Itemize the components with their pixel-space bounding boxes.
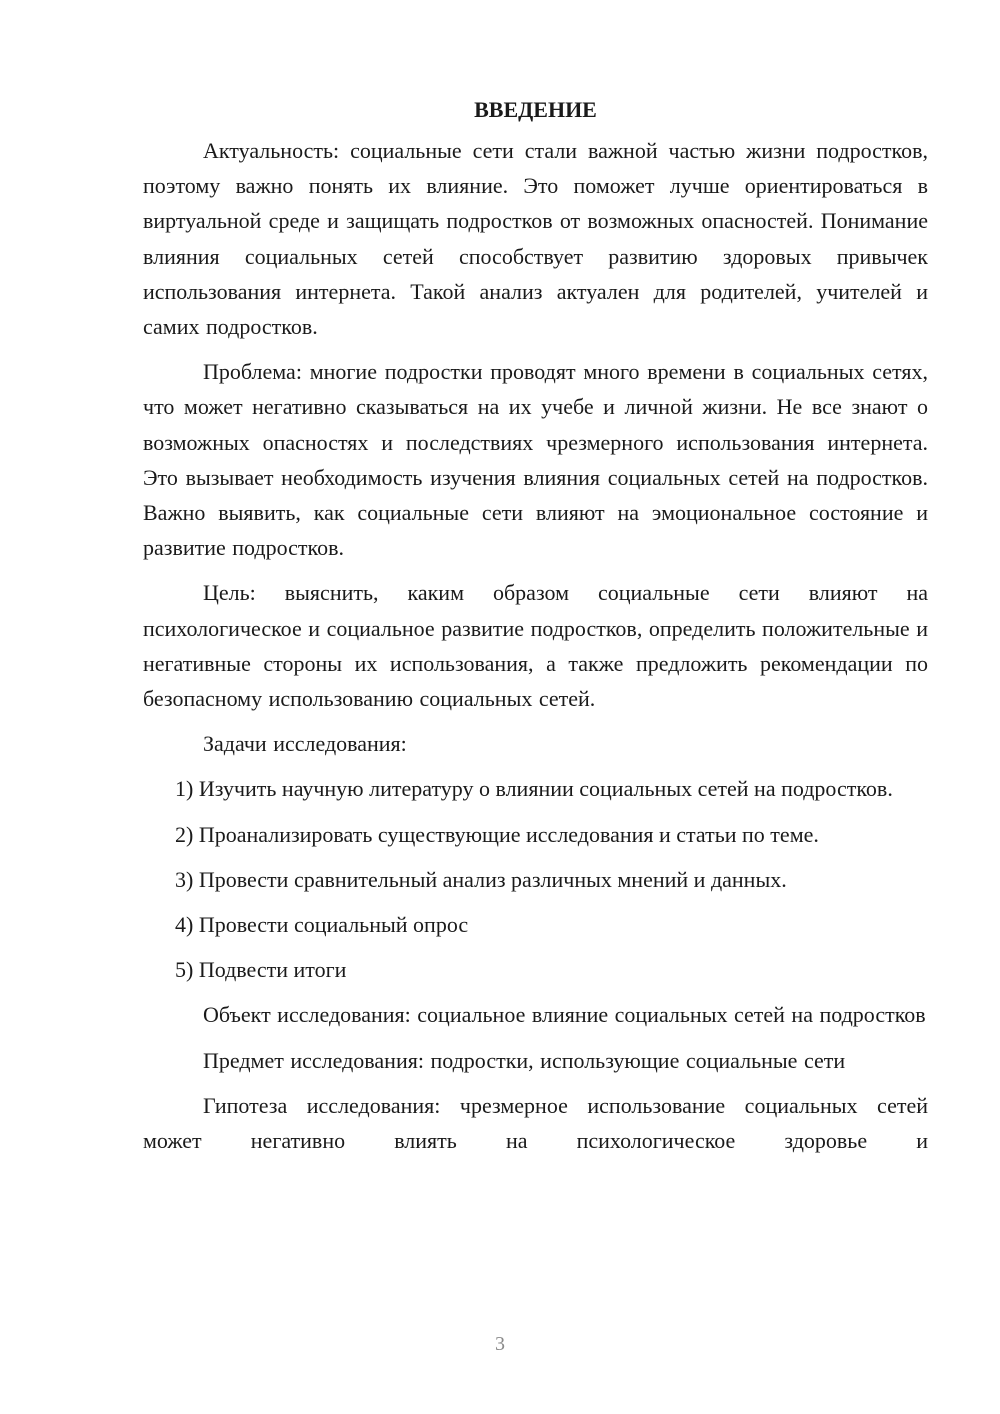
paragraph-goal: Цель: выяснить, каким образом социальные сети влияют на психологическое и социальное развитие подростков, определить положительные и негативные стороны их использования, а также предложить рекомендации по безопасному использованию социальных сетей. bbox=[143, 580, 928, 712]
page-number: 3 bbox=[495, 1333, 505, 1355]
paragraph-object: Объект исследования: социальное влияние социальных сетей на подростков bbox=[203, 1002, 926, 1028]
task-item-4: 4) Провести социальный опрос bbox=[175, 912, 469, 938]
task-item-3: 3) Провести сравнительный анализ различных мнений и данных. bbox=[175, 866, 787, 892]
document-page bbox=[143, 92, 928, 1168]
tasks-heading: Задачи исследования: bbox=[203, 731, 407, 757]
paragraph-subject: Предмет исследования: подростки, использующие социальные сети bbox=[203, 1047, 846, 1073]
task-item-1: 1) Изучить научную литературу о влиянии социальных сетей на подростков. bbox=[175, 776, 893, 802]
paragraph-hypothesis: Гипотеза исследования: чрезмерное использование социальных сетей может негативно влиять на психологическое здоровье и bbox=[143, 1092, 928, 1154]
task-item-2: 2) Проанализировать существующие исследования и статьи по теме. bbox=[175, 821, 819, 847]
paragraph-problem: Проблема: многие подростки проводят много времени в социальных сетях, что может негативно сказываться на их учебе и личной жизни. Не все знают о возможных опасностях и последствиях чрезмерного использования интернета. Это вызывает необходимость изучения влияния социальных сетей на подростков. Важно выявить, как социальные сети влияют на эмоциональное состояние и развитие подростков. bbox=[143, 359, 928, 561]
paragraph-relevance: Актуальность: социальные сети стали важной частью жизни подростков, поэтому важно понять их влияние. Это поможет лучше ориентироваться в виртуальной среде и защищать подростков от возможных опасностей. Понимание влияния социальных сетей способствует развитию здоровых привычек использования интернета. Такой анализ актуален для родителей, учителей и самих подростков. bbox=[143, 138, 928, 340]
section-title: ВВЕДЕНИЕ bbox=[474, 97, 597, 122]
task-item-5: 5) Подвести итоги bbox=[175, 957, 347, 983]
